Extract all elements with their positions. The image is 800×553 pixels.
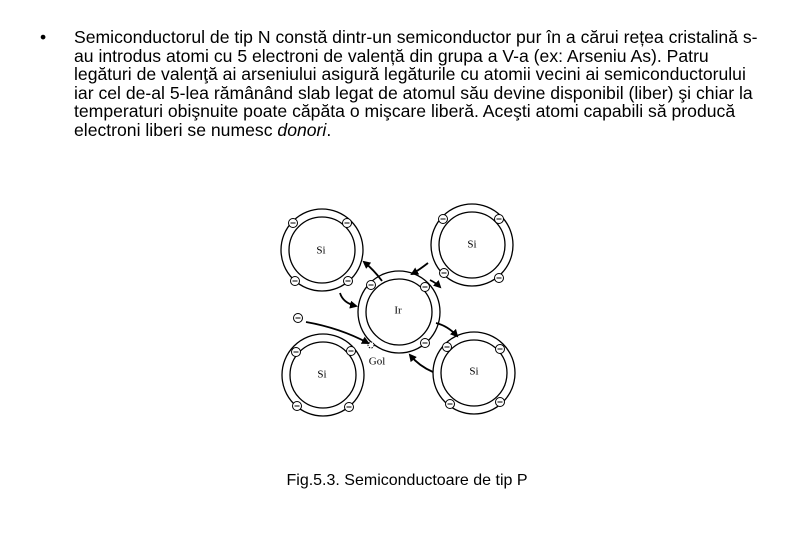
atom-bottom-right [433,332,515,414]
electron [496,345,505,354]
electron [443,343,452,352]
electron [345,403,354,412]
atom-label-center: Ir [394,304,402,317]
bullet-dot: • [40,27,47,47]
electron [292,348,301,357]
figure-caption: Fig.5.3. Semiconductoare de tip P [286,472,528,489]
arrow-center-to-top-right [430,280,440,287]
hole-marker [368,342,374,348]
paragraph-end: . [326,119,332,140]
atom-label-bottom-left: Si [317,368,327,381]
electron [495,274,504,283]
electron [439,215,448,224]
arrow-bottom-right-to-center [410,355,433,372]
electron [347,347,356,356]
electron [440,269,449,278]
electron [495,215,504,224]
electron [343,219,352,228]
atom-label-top-left: Si [316,244,326,257]
atom-top-right [431,204,513,286]
electron [289,219,298,228]
paragraph-text [74,27,758,140]
atom-top-left [281,209,363,291]
atom-center [358,271,440,353]
arrow-top-right-to-center [412,263,428,274]
bullet-list [40,28,762,140]
arrow-free-to-hole [306,322,368,343]
atom-label-bottom-right: Si [469,365,479,378]
free-electron [294,314,303,323]
bullet-item [40,28,762,140]
electron [344,277,353,286]
electron [367,281,376,290]
arrow-center-to-bottom-right [436,323,457,336]
arrow-top-left-to-center [340,293,356,306]
arrow-center-to-top-left [364,262,382,281]
hole-label: Gol [368,355,386,368]
atom-label-top-right: Si [467,238,477,251]
electron [421,339,430,348]
electron [446,400,455,409]
paragraph-emphasis: donori [277,119,327,140]
paragraph-main: Semiconductorul de tip N constă dintr-un semiconductor pur în a cărui rețea cristalină s-au introdus atomi cu 5 electroni de valență din grupa a V-a (ex: Arseniu As). Patru legături de valenţă ai arseniului asigură legăturile cu atomii vecini ai semiconductorului iar cel de-al 5-lea rămânând slab legat de atomul său devine disponibil (liber) şi chiar la temperaturi obişnuite poate căpăta o mişcare liberă. Aceşti atomi capabili să producă electroni liberi se numesc [74,27,758,140]
electron [496,398,505,407]
atom-bottom-left [282,334,364,416]
electron [291,277,300,286]
semiconductor-diagram [270,200,530,430]
electron [293,402,302,411]
electron [421,283,430,292]
